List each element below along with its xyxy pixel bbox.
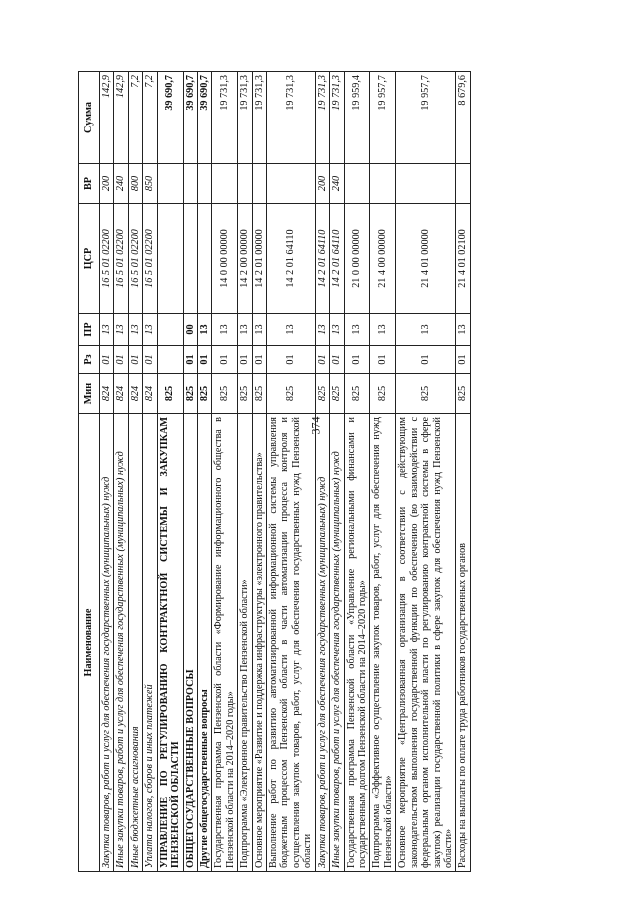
- cell-csr: 21 4 00 00000: [370, 204, 396, 314]
- cell-pr: 13: [197, 314, 211, 346]
- cell-csr: 14 2 01 64110: [330, 204, 344, 314]
- cell-rz: 01: [315, 346, 329, 374]
- cell-min: 825: [370, 374, 396, 414]
- table-row: [267, 72, 316, 872]
- cell-name: Государственная программа Пензенской области «Управление региональными финансами и государственным долгом Пензенской области на 2014–2020 годы»: [344, 414, 370, 872]
- cell-rz: [157, 346, 183, 374]
- cell-pr: 13: [370, 314, 396, 346]
- cell-sum: 19 731,3: [267, 72, 316, 164]
- cell-min: 825: [252, 374, 266, 414]
- cell-csr: 14 2 01 64110: [315, 204, 329, 314]
- cell-sum: 19 731,3: [252, 72, 266, 164]
- cell-csr: 14 2 00 00000: [238, 204, 252, 314]
- cell-name: Уплата налогов, сборов и иных платежей: [143, 414, 157, 872]
- cell-min: 825: [330, 374, 344, 414]
- cell-min: 824: [114, 374, 128, 414]
- header-min: Мин: [79, 374, 100, 414]
- cell-vr: 800: [128, 164, 142, 204]
- cell-csr: 14 0 00 00000: [212, 204, 238, 314]
- cell-pr: 13: [330, 314, 344, 346]
- cell-sum: 19 959,4: [344, 72, 370, 164]
- table-row: [114, 72, 128, 872]
- cell-min: 825: [212, 374, 238, 414]
- cell-sum: 142,9: [114, 72, 128, 164]
- table-row: [344, 72, 370, 872]
- cell-csr: 16 5 01 02200: [114, 204, 128, 314]
- cell-sum: 19 731,3: [212, 72, 238, 164]
- table-row: [252, 72, 266, 872]
- table-row: [456, 72, 470, 872]
- cell-vr: [344, 164, 370, 204]
- cell-pr: 13: [238, 314, 252, 346]
- cell-pr: 13: [456, 314, 470, 346]
- cell-vr: [197, 164, 211, 204]
- cell-vr: 200: [315, 164, 329, 204]
- cell-name: Подпрограмма «Электронное правительство Пензенской области»: [238, 414, 252, 872]
- cell-vr: [157, 164, 183, 204]
- cell-vr: [183, 164, 197, 204]
- budget-table: [78, 71, 471, 872]
- header-rz: Рз: [79, 346, 100, 374]
- cell-pr: 13: [212, 314, 238, 346]
- cell-min: 824: [128, 374, 142, 414]
- cell-name: Государственная программа Пензенской области «Формирование информационного общества в Пензенской области на 2014–2020 годы»: [212, 414, 238, 872]
- cell-sum: 39 690,7: [197, 72, 211, 164]
- cell-pr: 00: [183, 314, 197, 346]
- header-pr: ПР: [79, 314, 100, 346]
- cell-name: Закупка товаров, работ и услуг для обеспечения государственных (муниципальных) нужд: [315, 414, 329, 872]
- cell-name: Основное мероприятие «Централизованная организация в соответствии с действующим законодательством выполнения государственной функции по обеспечению (во взаимодействии с федеральным органом исполнительной власти по регулированию контрактной системы в сфере закупок) реализации государственной политики в сфере закупок для обеспечения нужд Пензенской области»: [396, 414, 456, 872]
- cell-rz: 01: [197, 346, 211, 374]
- cell-vr: [252, 164, 266, 204]
- cell-pr: 13: [100, 314, 114, 346]
- cell-pr: 13: [128, 314, 142, 346]
- cell-rz: 01: [128, 346, 142, 374]
- cell-vr: 240: [330, 164, 344, 204]
- cell-name: Иные закупки товаров, работ и услуг для обеспечения государственных (муниципальных) нужд: [330, 414, 344, 872]
- cell-csr: 16 5 01 02200: [143, 204, 157, 314]
- table-row: [100, 72, 114, 872]
- cell-vr: [267, 164, 316, 204]
- cell-pr: 13: [114, 314, 128, 346]
- cell-csr: 21 4 01 00000: [396, 204, 456, 314]
- cell-min: 825: [238, 374, 252, 414]
- cell-name: Выполнение работ по развитию автоматизированной информационной системы управления бюджетным процессом Пензенской области в части автоматизации процесса контроля и осуществления закупок товаров, работ, услуг для обеспечения государственных нужд Пензенской области: [267, 414, 316, 872]
- cell-min: 825: [197, 374, 211, 414]
- cell-sum: 39 690,7: [183, 72, 197, 164]
- cell-sum: 7,2: [128, 72, 142, 164]
- cell-rz: 01: [143, 346, 157, 374]
- table-row: [197, 72, 211, 872]
- cell-csr: 14 2 01 64110: [267, 204, 316, 314]
- cell-pr: 13: [315, 314, 329, 346]
- rotated-table-wrapper: [78, 72, 586, 872]
- cell-rz: 01: [212, 346, 238, 374]
- cell-rz: 01: [183, 346, 197, 374]
- cell-sum: 8 679,6: [456, 72, 470, 164]
- cell-name: Расходы на выплаты по оплате труда работников государственных органов: [456, 414, 470, 872]
- cell-vr: [396, 164, 456, 204]
- cell-sum: 19 731,3: [330, 72, 344, 164]
- header-vr: ВР: [79, 164, 100, 204]
- cell-vr: 850: [143, 164, 157, 204]
- table-row: [370, 72, 396, 872]
- table-row: [128, 72, 142, 872]
- cell-csr: 16 5 01 02200: [128, 204, 142, 314]
- cell-sum: 7,2: [143, 72, 157, 164]
- cell-name: УПРАВЛЕНИЕ ПО РЕГУЛИРОВАНИЮ КОНТРАКТНОЙ СИСТЕМЫ И ЗАКУПКАМ ПЕНЗЕНСКОЙ ОБЛАСТИ: [157, 414, 183, 872]
- cell-min: 825: [396, 374, 456, 414]
- cell-min: 825: [315, 374, 329, 414]
- cell-min: 825: [157, 374, 183, 414]
- cell-min: 824: [143, 374, 157, 414]
- cell-rz: 01: [114, 346, 128, 374]
- cell-vr: [370, 164, 396, 204]
- cell-sum: 19 731,3: [238, 72, 252, 164]
- cell-pr: 13: [344, 314, 370, 346]
- cell-vr: 200: [100, 164, 114, 204]
- table-row: [157, 72, 183, 872]
- cell-name: Основное мероприятие «Развитие и поддержка инфраструктуры «электронного правительства»: [252, 414, 266, 872]
- cell-rz: 01: [100, 346, 114, 374]
- header-sum: Сумма: [79, 72, 100, 164]
- cell-min: 825: [267, 374, 316, 414]
- cell-sum: 142,9: [100, 72, 114, 164]
- cell-name: Закупка товаров, работ и услуг для обеспечения государственных (муниципальных) нужд: [100, 414, 114, 872]
- cell-csr: [183, 204, 197, 314]
- cell-vr: [238, 164, 252, 204]
- cell-sum: 19 957,7: [370, 72, 396, 164]
- cell-rz: 01: [330, 346, 344, 374]
- cell-rz: 01: [267, 346, 316, 374]
- cell-sum: 19 731,3: [315, 72, 329, 164]
- cell-csr: 14 2 01 00000: [252, 204, 266, 314]
- cell-min: 825: [344, 374, 370, 414]
- cell-rz: 01: [396, 346, 456, 374]
- cell-sum: 19 957,7: [396, 72, 456, 164]
- cell-rz: 01: [252, 346, 266, 374]
- cell-csr: 16 5 01 02200: [100, 204, 114, 314]
- cell-rz: 01: [370, 346, 396, 374]
- page-number: 374: [308, 416, 323, 435]
- table-row: [238, 72, 252, 872]
- cell-pr: 13: [143, 314, 157, 346]
- cell-min: 825: [183, 374, 197, 414]
- cell-rz: 01: [238, 346, 252, 374]
- header-name: Наименование: [79, 414, 100, 872]
- cell-rz: 01: [344, 346, 370, 374]
- header-row: [79, 72, 100, 872]
- cell-csr: 21 4 01 02100: [456, 204, 470, 314]
- cell-pr: 13: [396, 314, 456, 346]
- table-body: [100, 72, 471, 872]
- cell-csr: [197, 204, 211, 314]
- table-row: [183, 72, 197, 872]
- cell-pr: 13: [267, 314, 316, 346]
- cell-name: ОБЩЕГОСУДАРСТВЕННЫЕ ВОПРОСЫ: [183, 414, 197, 872]
- cell-name: Другие общегосударственные вопросы: [197, 414, 211, 872]
- cell-rz: 01: [456, 346, 470, 374]
- cell-csr: [157, 204, 183, 314]
- cell-pr: 13: [252, 314, 266, 346]
- table-row: [212, 72, 238, 872]
- cell-min: 825: [456, 374, 470, 414]
- table-row: [396, 72, 456, 872]
- cell-vr: 240: [114, 164, 128, 204]
- cell-vr: [212, 164, 238, 204]
- cell-vr: [456, 164, 470, 204]
- table-row: [330, 72, 344, 872]
- cell-name: Иные бюджетные ассигнования: [128, 414, 142, 872]
- cell-pr: [157, 314, 183, 346]
- table-row: [143, 72, 157, 872]
- header-csr: ЦСР: [79, 204, 100, 314]
- table-row: [315, 72, 329, 872]
- cell-name: Подпрограмма «Эффективное осуществление закупок товаров, работ, услуг для обеспечения нужд Пензенской области»: [370, 414, 396, 872]
- cell-name: Иные закупки товаров, работ и услуг для обеспечения государственных (муниципальных) нужд: [114, 414, 128, 872]
- cell-csr: 21 0 00 00000: [344, 204, 370, 314]
- cell-min: 824: [100, 374, 114, 414]
- cell-sum: 39 690,7: [157, 72, 183, 164]
